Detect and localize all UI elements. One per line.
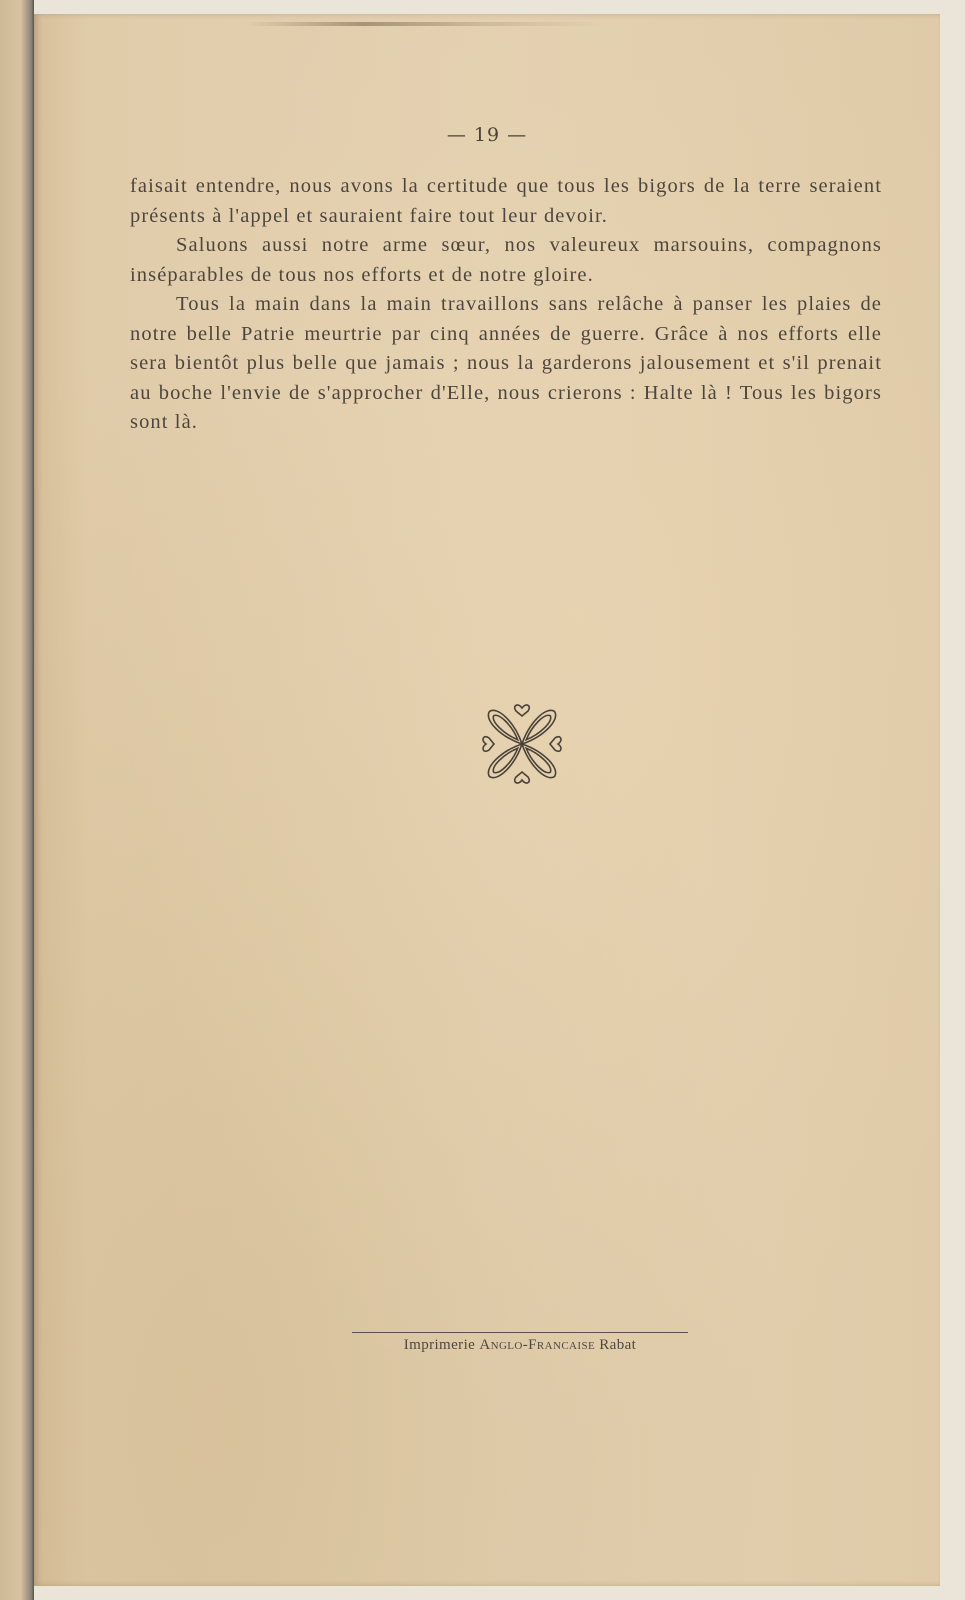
paragraph-3: Tous la main dans la main travaillons sans relâche à panser les plaies de notre belle Patrie meurtrie par cinq années de guerre. Grâce à nos efforts elle sera bientôt plus belle que jamais ; nous la garderons jalousement et s'il prenait au boche l'envie de s'approcher d'Elle, nous crierons : Halte là ! Tous les bigors sont là.: [130, 293, 882, 433]
document-page: [34, 14, 940, 1586]
paragraph-2: Saluons aussi notre arme sœur, nos valeureux marsouins, compagnons inséparables de tous nos efforts et de notre gloire.: [130, 234, 882, 286]
body-text: [130, 172, 882, 438]
binding-shadow: [0, 0, 34, 1600]
imprint-printer-name: Anglo-Francaise: [479, 1337, 596, 1353]
footer-rule: [352, 1332, 688, 1333]
paragraph-1: faisait entendre, nous avons la certitude que tous les bigors de la terre seraient présents à l'appel et sauraient faire tout leur devoir.: [130, 175, 882, 227]
paper-edge-mark: [244, 22, 604, 26]
imprint-prefix: Imprimerie: [403, 1337, 476, 1353]
printer-imprint: [352, 1337, 688, 1354]
imprint-city: Rabat: [599, 1337, 637, 1353]
page-number: — 19 —: [446, 124, 528, 146]
quatrefoil-ornament-icon: [472, 694, 572, 794]
